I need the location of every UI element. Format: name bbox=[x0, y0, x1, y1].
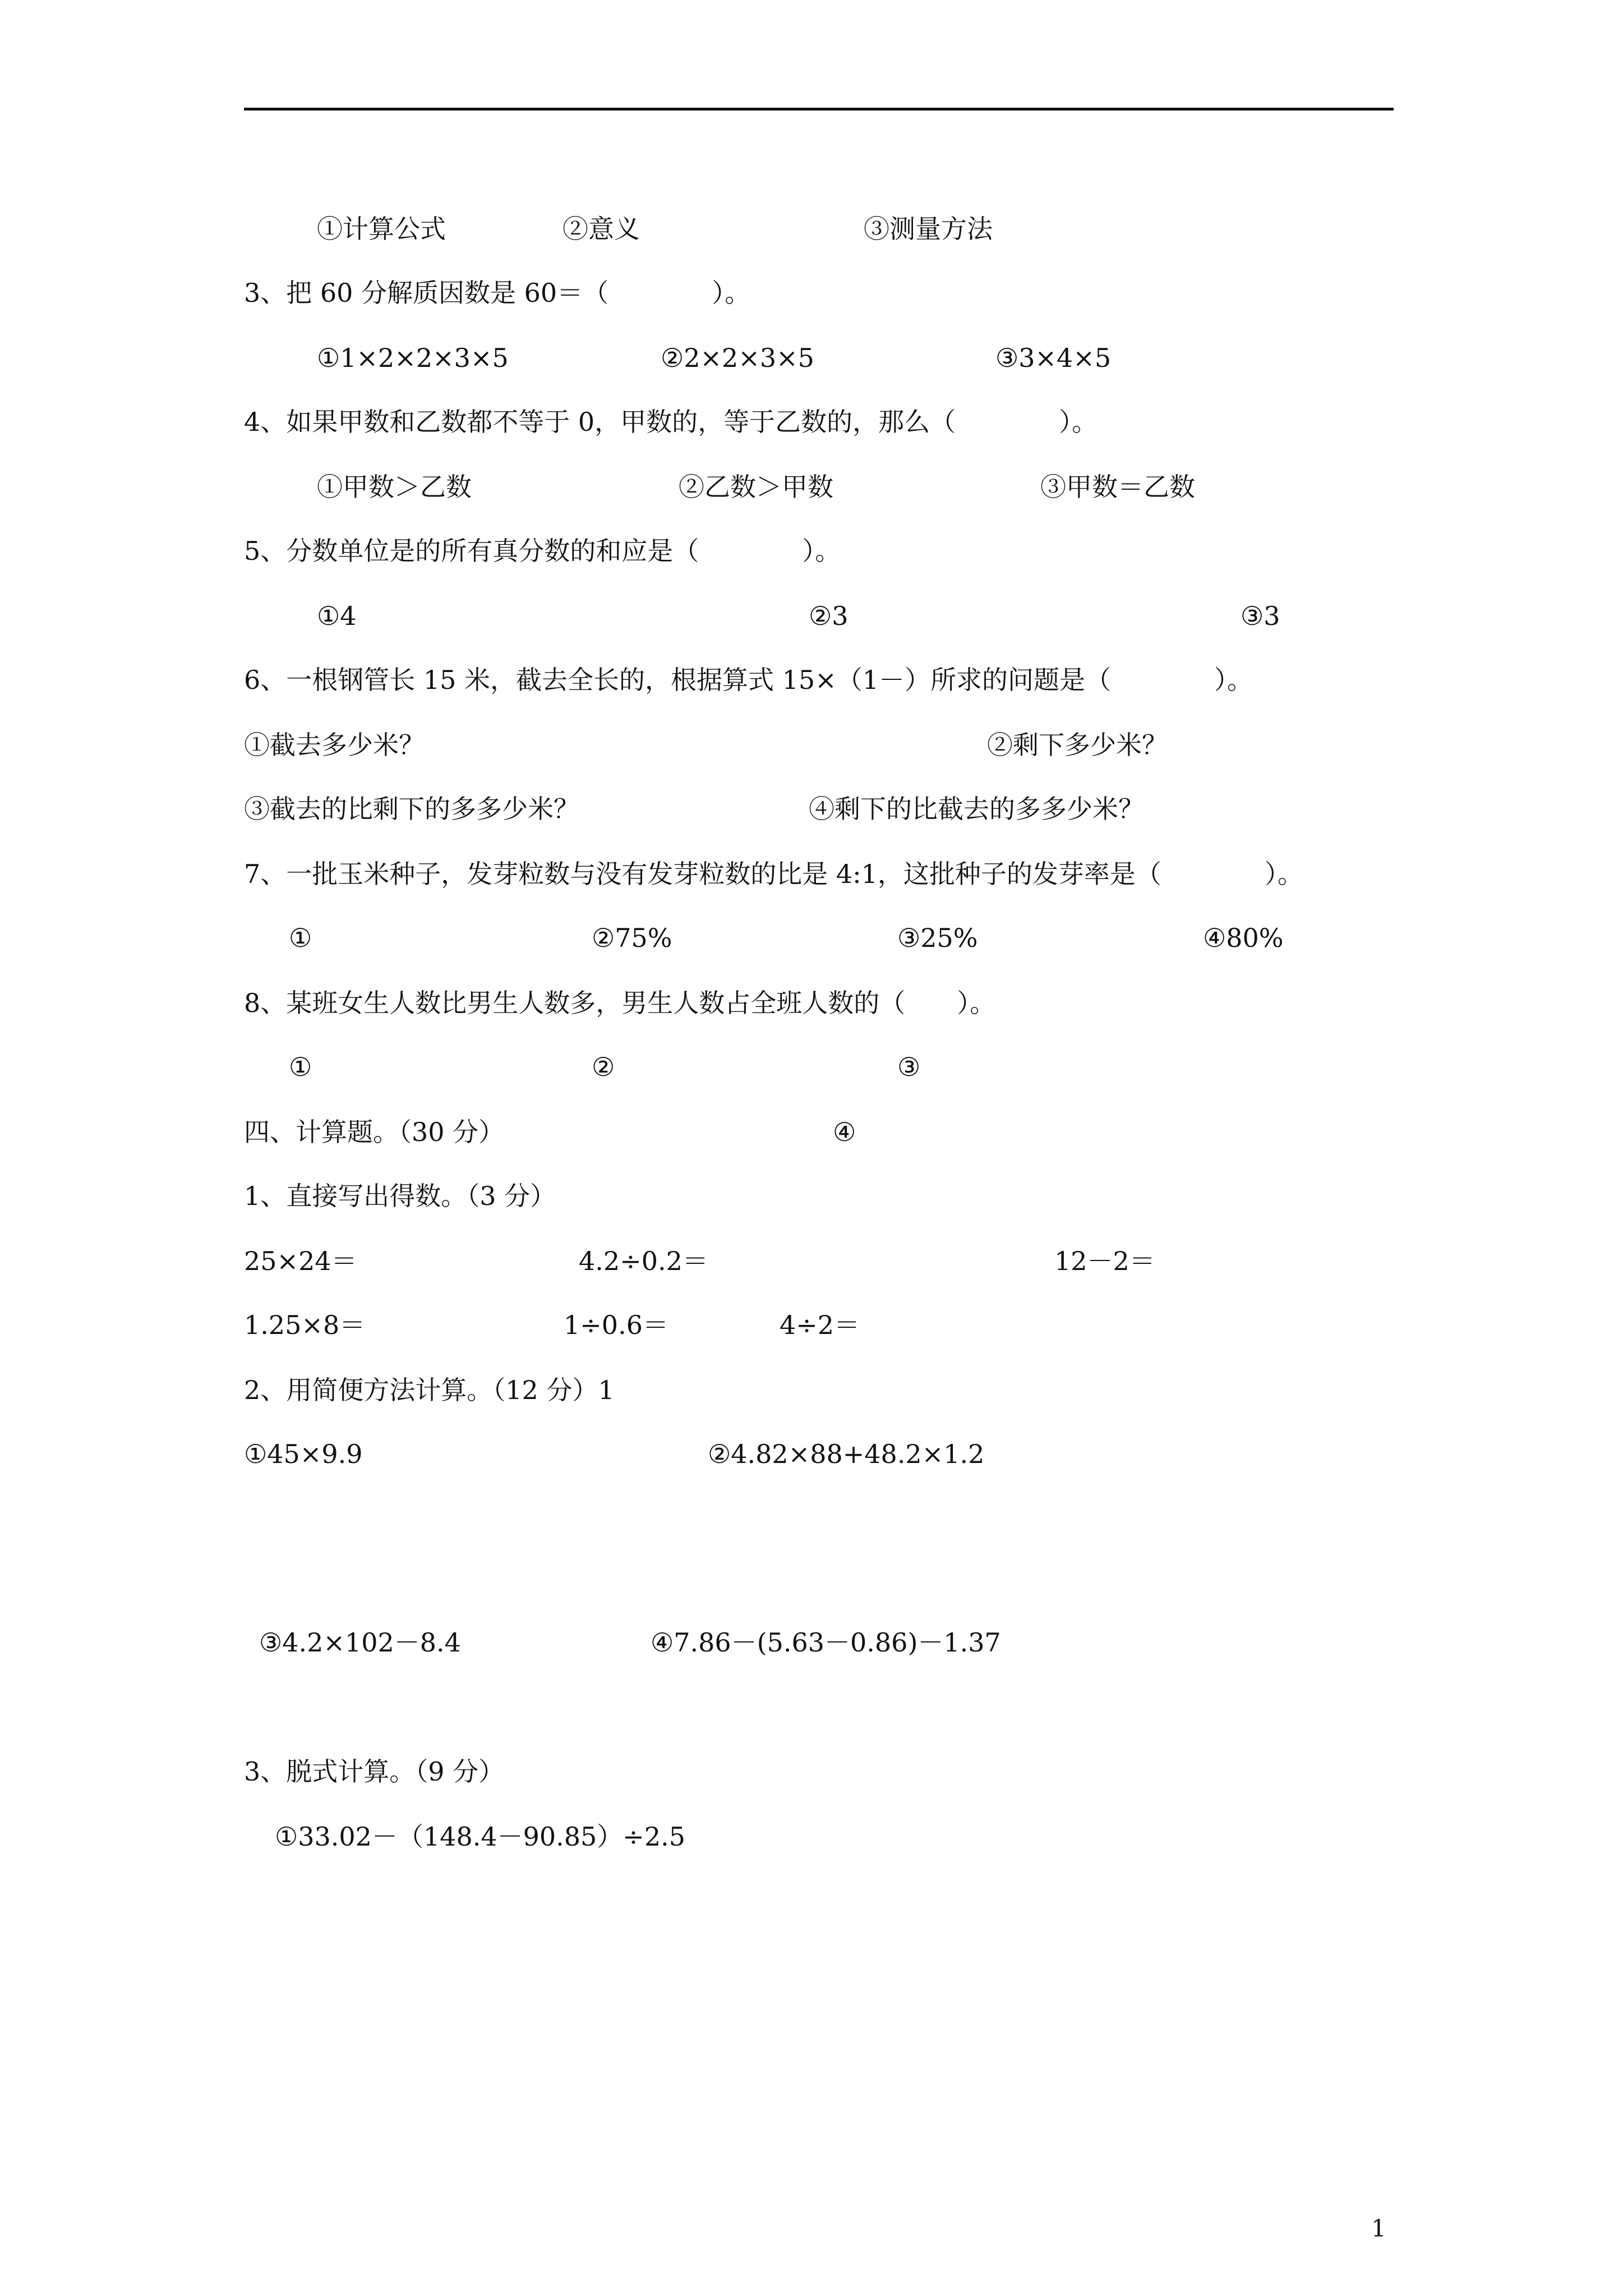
q7-option-2: ②75% bbox=[592, 923, 672, 953]
q7-option-4: ④80% bbox=[1203, 923, 1284, 953]
q6-option-2: ②剩下多少米？ bbox=[987, 730, 1168, 760]
q5-option-1: ①4 bbox=[317, 601, 357, 631]
sub3-item-1: ①33.02－（148.4－90.85）÷2.5 bbox=[275, 1821, 686, 1852]
q8-option-4: ④ bbox=[833, 1117, 856, 1147]
q6-option-4: ④剩下的比截去的多多少米？ bbox=[809, 794, 1144, 824]
q7-option-1: ① bbox=[289, 923, 312, 953]
q2-option-2: ②意义 bbox=[562, 214, 640, 244]
sub1-item-6: 4÷2＝ bbox=[780, 1310, 860, 1340]
q4-option-1: ①甲数＞乙数 bbox=[317, 472, 472, 502]
sub1-item-2: 4.2÷0.2＝ bbox=[579, 1246, 708, 1276]
q8-option-1: ① bbox=[289, 1052, 312, 1082]
q8-option-2: ② bbox=[592, 1052, 615, 1082]
sub2-item-3: ③4.2×102－8.4 bbox=[259, 1627, 461, 1658]
q2-option-3: ③测量方法 bbox=[864, 214, 993, 244]
q6-option-3: ③截去的比剩下的多多少米？ bbox=[244, 794, 579, 824]
q3-option-1: ①1×2×2×3×5 bbox=[317, 343, 509, 373]
q5-option-2: ②3 bbox=[809, 601, 849, 631]
q7-option-3: ③25% bbox=[897, 923, 978, 953]
q6-option-1: ①截去多少米？ bbox=[244, 730, 425, 760]
q3-question: 3、把 60 分解质因数是 60＝（ ）。 bbox=[244, 278, 751, 308]
q4-option-3: ③甲数＝乙数 bbox=[1040, 472, 1195, 502]
q4-question: 4、如果甲数和乙数都不等于 0，甲数的，等于乙数的，那么（ ）。 bbox=[244, 407, 1098, 437]
q8-option-3: ③ bbox=[897, 1052, 921, 1082]
header-rule bbox=[244, 108, 1394, 111]
q4-option-2: ②乙数＞甲数 bbox=[679, 472, 833, 502]
q8-question: 8、某班女生人数比男生人数多，男生人数占全班人数的（ ）。 bbox=[244, 988, 996, 1018]
q7-question: 7、一批玉米种子，发芽粒数与没有发芽粒数的比是 4:1，这批种子的发芽率是（ ）。 bbox=[244, 859, 1303, 889]
sub1-item-3: 12－2＝ bbox=[1054, 1246, 1155, 1276]
q2-option-1: ①计算公式 bbox=[317, 214, 446, 244]
sub2-item-1: ①45×9.9 bbox=[244, 1439, 363, 1469]
q6-question: 6、一根钢管长 15 米，截去全长的，根据算式 15×（1－）所求的问题是（ ）。 bbox=[244, 665, 1253, 695]
sub2-item-2: ②4.82×88+48.2×1.2 bbox=[708, 1439, 985, 1469]
sub1-item-1: 25×24＝ bbox=[244, 1246, 357, 1276]
sub3-title: 3、脱式计算。（9 分） bbox=[244, 1756, 505, 1787]
q3-option-2: ②2×2×3×5 bbox=[661, 343, 814, 373]
sub1-item-4: 1.25×8＝ bbox=[244, 1310, 366, 1340]
sub1-item-5: 1÷0.6＝ bbox=[564, 1310, 668, 1340]
q5-question: 5、分数单位是的所有真分数的和应是（ ）。 bbox=[244, 536, 841, 566]
sub2-title: 2、用简便方法计算。（12 分）1 bbox=[244, 1375, 615, 1405]
section4-heading: 四、计算题。（30 分） bbox=[244, 1117, 505, 1147]
sub1-title: 1、直接写出得数。（3 分） bbox=[244, 1181, 556, 1211]
sub2-item-4: ④7.86－(5.63－0.86)－1.37 bbox=[651, 1627, 1001, 1658]
page-number: 1 bbox=[1371, 2215, 1386, 2242]
q3-option-3: ③3×4×5 bbox=[995, 343, 1112, 373]
q5-option-3: ③3 bbox=[1241, 601, 1280, 631]
